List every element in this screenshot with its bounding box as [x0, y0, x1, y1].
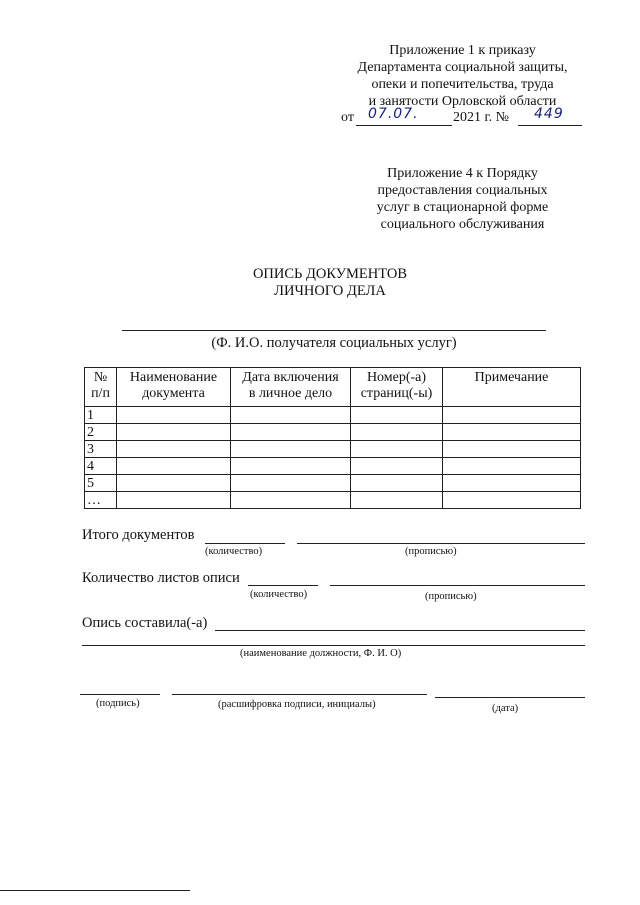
compiled-by-line	[215, 630, 585, 631]
appendix-4-line-1: Приложение 4 к Порядку	[387, 166, 538, 181]
document-title-line-2: ЛИЧНОГО ДЕЛА	[274, 283, 386, 299]
compiled-by-line-2	[82, 645, 585, 646]
compiled-by-label: Опись составила(-а)	[82, 615, 208, 631]
order-date-line	[356, 125, 452, 126]
total-documents-label: Итого документов	[82, 527, 195, 543]
sheets-qty-line	[248, 585, 318, 586]
appendix-1-line-2: Департамента социальной защиты,	[357, 60, 568, 75]
total-words-line	[297, 543, 585, 544]
table-row	[85, 407, 581, 424]
sheets-qty-caption: (количество)	[250, 589, 308, 600]
order-date-handwritten: 07.07.	[368, 106, 419, 122]
appendix-4-line-3: услуг в стационарной форме	[376, 200, 549, 215]
document-title	[150, 266, 510, 300]
order-number-line	[518, 125, 582, 126]
sheets-words-caption: (прописью)	[425, 591, 477, 602]
appendix-4-block	[300, 165, 625, 233]
order-number-handwritten: 449	[534, 106, 564, 122]
document-title-line-1: ОПИСЬ ДОКУМЕНТОВ	[252, 266, 408, 282]
sheets-words-line	[330, 585, 585, 586]
table-row	[85, 458, 581, 475]
total-words-caption: (прописью)	[405, 546, 457, 557]
appendix-4-line-2: предоставления социальных	[377, 183, 548, 198]
appendix-1-line-4: и занятости Орловской области	[368, 94, 557, 109]
row-number: 2	[85, 424, 117, 441]
table-header-row	[85, 368, 581, 407]
appendix-4-line-4: социального обслуживания	[380, 217, 545, 232]
header-number: № п/п	[85, 368, 117, 407]
signature-date-caption: (дата)	[492, 703, 519, 714]
appendix-1-line-1: Приложение 1 к приказу	[389, 43, 536, 58]
recipient-name-line	[122, 330, 546, 331]
documents-table	[84, 367, 581, 509]
signature-date-line	[435, 697, 585, 698]
appendix-1-line-3: опеки и попечительства, труда	[371, 77, 554, 92]
recipient-caption: (Ф. И.О. получателя социальных услуг)	[211, 335, 457, 351]
appendix-1-block	[300, 42, 625, 110]
compiled-by-caption: (наименование должности, Ф. И. О)	[240, 648, 402, 659]
sheets-count-label: Количество листов описи	[82, 570, 240, 586]
table-row	[85, 492, 581, 509]
total-qty-line	[205, 543, 285, 544]
table-row	[85, 424, 581, 441]
order-year-number: 2021 г. №	[453, 110, 510, 125]
header-inclusion-date: Дата включения в личное дело	[231, 368, 351, 407]
table-row	[85, 441, 581, 458]
header-note: Примечание	[443, 368, 581, 407]
header-document-name: Наименование документа	[117, 368, 231, 407]
signature-decode-caption: (расшифровка подписи, инициалы)	[218, 699, 376, 710]
total-qty-caption: (количество)	[205, 546, 263, 557]
row-number: 5	[85, 475, 117, 492]
row-number: 4	[85, 458, 117, 475]
header-page-numbers: Номер(-а) страниц(-ы)	[351, 368, 443, 407]
row-number: …	[85, 492, 117, 509]
order-date-prefix: от	[341, 110, 354, 125]
signature-decode-line	[172, 694, 427, 695]
footnote-separator	[0, 890, 190, 891]
row-number: 1	[85, 407, 117, 424]
signature-caption: (подпись)	[96, 698, 140, 709]
signature-line	[80, 694, 160, 695]
table-row	[85, 475, 581, 492]
row-number: 3	[85, 441, 117, 458]
